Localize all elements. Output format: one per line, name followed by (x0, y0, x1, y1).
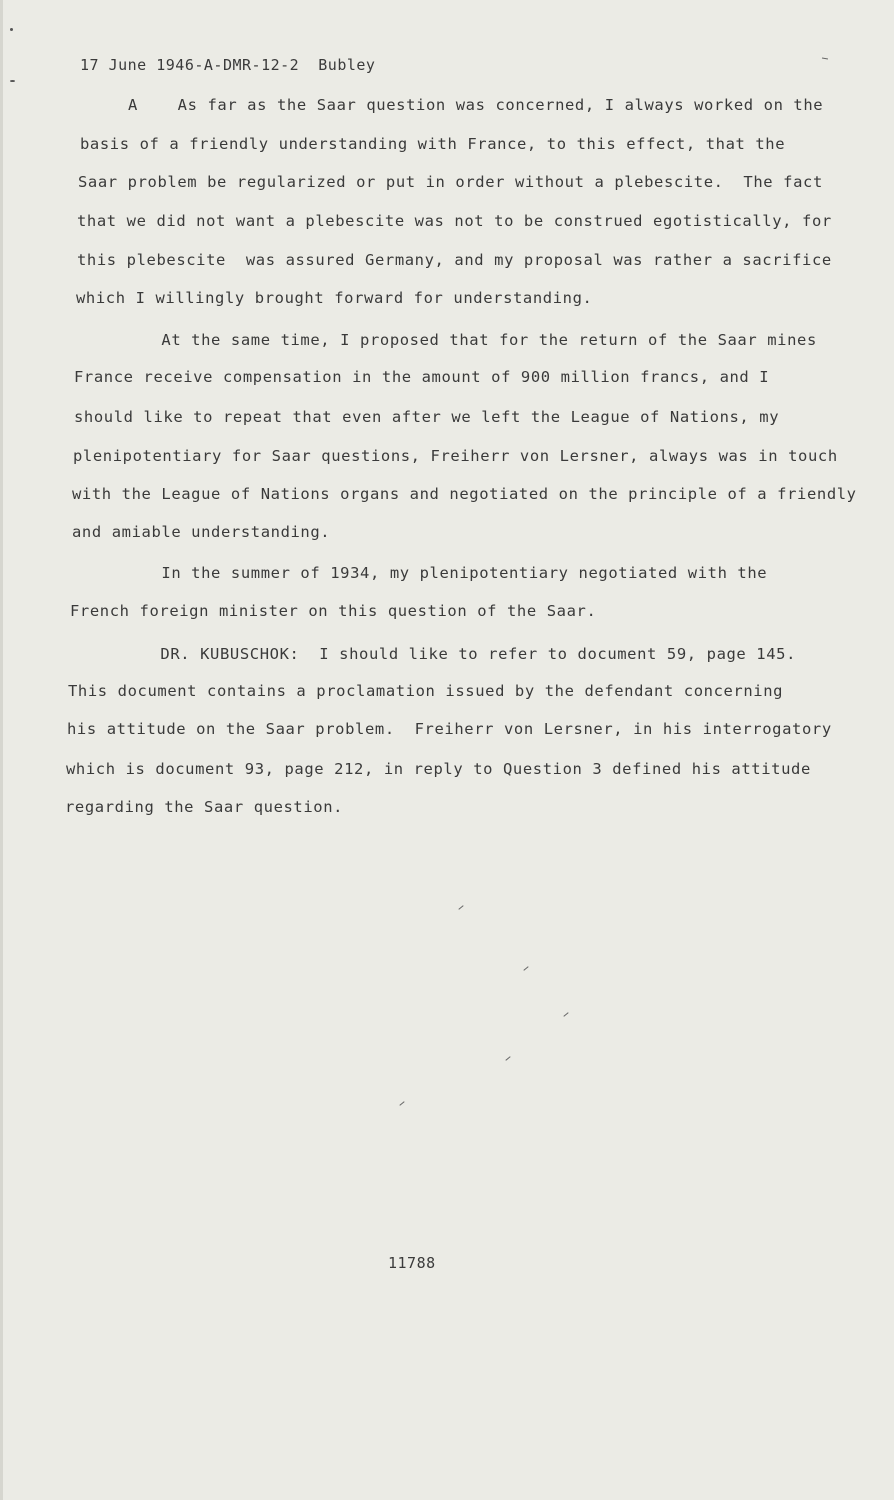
edge-mark (10, 80, 15, 82)
text-line: French foreign minister on this question of the Saar. (70, 602, 597, 620)
text-line: that we did not want a plebescite was not to be construed egotistically, for (77, 212, 832, 230)
page-number: 11788 (388, 1254, 436, 1272)
edge-mark (10, 28, 13, 31)
document-header: 17 June 1946-A-DMR-12-2 Bubley (80, 56, 376, 74)
paper-speck (822, 57, 828, 59)
text-line: with the League of Nations organs and negotiated on the principle of a friendly (72, 485, 857, 503)
text-line: basis of a friendly understanding with France, to this effect, that the (80, 135, 786, 153)
paper-speck (458, 905, 463, 910)
text-line: his attitude on the Saar problem. Freiherr von Lersner, in his interrogatory (67, 720, 832, 738)
text-line: Saar problem be regularized or put in order without a plebescite. The fact (78, 173, 823, 191)
text-line: regarding the Saar question. (65, 798, 344, 816)
paper-speck (523, 966, 528, 971)
text-line: This document contains a proclamation issued by the defendant concerning (68, 682, 784, 700)
text-line: plenipotentiary for Saar questions, Freiherr von Lersner, always was in touch (73, 447, 838, 465)
text-line: which is document 93, page 212, in reply to Question 3 defined his attitude (66, 760, 811, 778)
paper-speck (399, 1101, 404, 1106)
text-line: should like to repeat that even after we left the League of Nations, my (74, 408, 780, 426)
text-line: DR. KUBUSCHOK: I should like to refer to document 59, page 145. (71, 645, 797, 663)
text-line: In the summer of 1934, my plenipotentiary negotiated with the (72, 564, 768, 582)
text-line: and amiable understanding. (72, 523, 331, 541)
page-edge (0, 0, 3, 1500)
paper-speck (505, 1056, 510, 1061)
text-line: this plebescite was assured Germany, and my proposal was rather a sacrifice (77, 251, 832, 269)
paper-speck (563, 1012, 568, 1017)
text-line: At the same time, I proposed that for the return of the Saar mines (72, 331, 817, 349)
text-line: France receive compensation in the amount of 900 million francs, and I (74, 368, 770, 386)
text-line: A As far as the Saar question was concerned, I always worked on the (128, 96, 824, 114)
text-line: which I willingly brought forward for understanding. (76, 289, 593, 307)
